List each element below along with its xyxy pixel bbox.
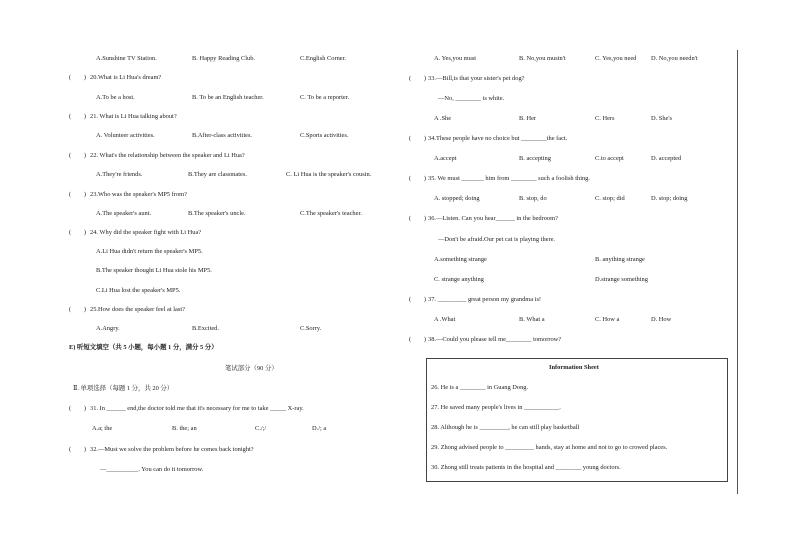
q32-option-b: B. No,you mustn't <box>519 55 566 62</box>
q24-option-b: B.The speaker thought Li Hua stole his MP5. <box>96 267 212 274</box>
information-sheet-title: Information Sheet <box>549 364 599 371</box>
q31-option-b: B. the; an <box>172 425 197 432</box>
section-e-heading: E) 听短文填空（共 5 小题，每小题 1 分，满分 5 分） <box>69 344 218 351</box>
q36-option-b: B. anything strange <box>595 256 645 263</box>
q36-paren: ( ) <box>409 215 427 222</box>
q38-paren: ( ) <box>409 336 427 343</box>
q22-option-c: C. Li Hua is the speaker's cousin. <box>286 171 372 178</box>
q37-paren: ( ) <box>409 296 427 303</box>
q33-option-c: C. Hers <box>595 115 615 122</box>
q22-option-a: A.They're friends. <box>96 171 143 178</box>
q23-paren: ( ) <box>69 191 87 198</box>
info-line-26: 26. He is a ________ in Guang Dong. <box>431 384 529 391</box>
q32-answer-line: —__________. You can do it tomorrow. <box>100 466 204 473</box>
q36-option-c: C. strange anything <box>434 276 484 283</box>
q21-option-a: A. Volunteer activities. <box>96 132 155 139</box>
q31-option-d: D./; a <box>312 425 327 432</box>
q34-option-b: B. accepting <box>519 155 551 162</box>
q32-option-a: A. Yes,you must <box>434 55 477 62</box>
info-line-30: 30. Zhong still treats patients in the hospital and ________ young doctors. <box>431 464 621 471</box>
q19-option-c: C.English Corner. <box>300 55 346 62</box>
q19-option-b: B. Happy Reading Club. <box>192 55 256 62</box>
q32-stem: 32.—Must we solve the problem before he comes back tonight? <box>90 446 254 453</box>
q24-stem: 24. Why did the speaker fight with Li Hua? <box>90 229 202 236</box>
q24-paren: ( ) <box>69 229 87 236</box>
q32-option-c: C. Yes,you need <box>595 55 637 62</box>
q31-paren: ( ) <box>69 405 87 412</box>
q37-option-c: C. How a <box>595 316 620 323</box>
q34-option-c: C.to accept <box>595 155 624 162</box>
q37-option-a: A .What <box>434 316 456 323</box>
section-2-heading: Ⅱ. 单项选择（每题 1 分，共 20 分） <box>73 385 174 392</box>
q34-option-d: D. accepted <box>651 155 682 162</box>
q33-option-b: B. Her <box>519 115 537 122</box>
q36-answer-line: —Don't be afraid.Our pet cat is playing there. <box>438 236 556 243</box>
information-sheet <box>426 358 728 482</box>
q25-option-b: B.Excited. <box>192 325 219 332</box>
q21-paren: ( ) <box>69 113 87 120</box>
q21-stem: 21. What is Li Hua talking about? <box>90 113 177 120</box>
q21-option-c: C.Sports activities. <box>300 132 349 139</box>
info-line-28: 28. Although he is _________, he can still play basketball <box>431 424 580 431</box>
q20-option-c: C. To be a reporter. <box>300 94 350 101</box>
q25-paren: ( ) <box>69 306 87 313</box>
q37-option-d: D. How <box>651 316 672 323</box>
q24-option-c: C.Li Hua lost the speaker's MP5. <box>96 287 181 294</box>
q22-stem: 22. What's the relationship between the speaker and Li Hua? <box>90 152 245 159</box>
q33-option-d: D. She's <box>651 115 673 122</box>
info-line-27: 27. He saved many people's lives in ___________. <box>431 404 561 411</box>
q36-option-d: D.strange something <box>595 276 648 283</box>
q32-option-d: D. No,you needn't <box>651 55 698 62</box>
q22-option-b: B.They are classmates. <box>188 171 247 178</box>
q33-option-a: A .She <box>434 115 452 122</box>
q36-stem: 36.—Listen. Can you hear______ in the bedroom? <box>428 215 558 222</box>
q23-option-b: B.The speaker's uncle. <box>188 210 246 217</box>
q36-option-a: A.something strange <box>434 256 487 263</box>
q37-option-b: B. What a <box>519 316 545 323</box>
q35-stem: 35. We must _______ him from ________ such a foolish thing. <box>428 175 590 182</box>
q23-option-c: C.The speaker's teacher. <box>300 210 362 217</box>
q21-option-b: B.After-class activities. <box>192 132 253 139</box>
q35-option-b: B. stop, do <box>519 195 547 202</box>
q31-stem: 31. In ______ end,the doctor told me that it's necessary for me to take _____ X-ray. <box>90 405 304 412</box>
q25-option-a: A.Angry. <box>96 325 120 332</box>
q38-stem: 38.—Could you please tell me________ tomorrow? <box>428 336 562 343</box>
q35-option-d: D. stop; doing <box>651 195 688 202</box>
q37-stem: 37. _________ great person my grandma is! <box>428 296 542 303</box>
q23-option-a: A.The speaker's aunt. <box>96 210 152 217</box>
q33-answer-line: —No, ________ is white. <box>438 95 505 102</box>
q31-option-a: A.a; the <box>92 425 113 432</box>
q34-option-a: A.accept <box>434 155 457 162</box>
q32-paren: ( ) <box>69 446 87 453</box>
q34-stem: 34.These people have no choice but ________the fact. <box>428 135 568 142</box>
q34-paren: ( ) <box>409 135 427 142</box>
q35-paren: ( ) <box>409 175 427 182</box>
right-margin-rule <box>737 50 738 494</box>
q20-stem: 20.What is Li Hua's dream? <box>90 74 162 81</box>
q23-stem: 23.Who was the speaker's MP5 from? <box>90 191 187 198</box>
q33-stem: 33.—Bill,is that your sister's pet dog? <box>428 75 525 82</box>
q24-option-a: A.Li Hua didn't return the speaker's MP5. <box>96 248 203 255</box>
written-section-title: 笔试部分（90 分） <box>225 365 278 372</box>
q19-option-a: A.Sunshine TV Station. <box>96 55 157 62</box>
q25-stem: 25.How does the speaker feel at last? <box>90 306 185 313</box>
q22-paren: ( ) <box>69 152 87 159</box>
q35-option-a: A. stopped; doing <box>434 195 480 202</box>
info-line-29: 29. Zhong advised people to _________ hands, stay at home and not to go to crowed places. <box>431 444 668 451</box>
q33-paren: ( ) <box>409 75 427 82</box>
q35-option-c: C. stop; did <box>595 195 625 202</box>
q20-paren: ( ) <box>69 74 87 81</box>
q20-option-b: B. To be an English teacher. <box>192 94 264 101</box>
q20-option-a: A.To be a host. <box>96 94 135 101</box>
q31-option-c: C./;/ <box>255 425 267 432</box>
q25-option-c: C.Sorry. <box>300 325 322 332</box>
